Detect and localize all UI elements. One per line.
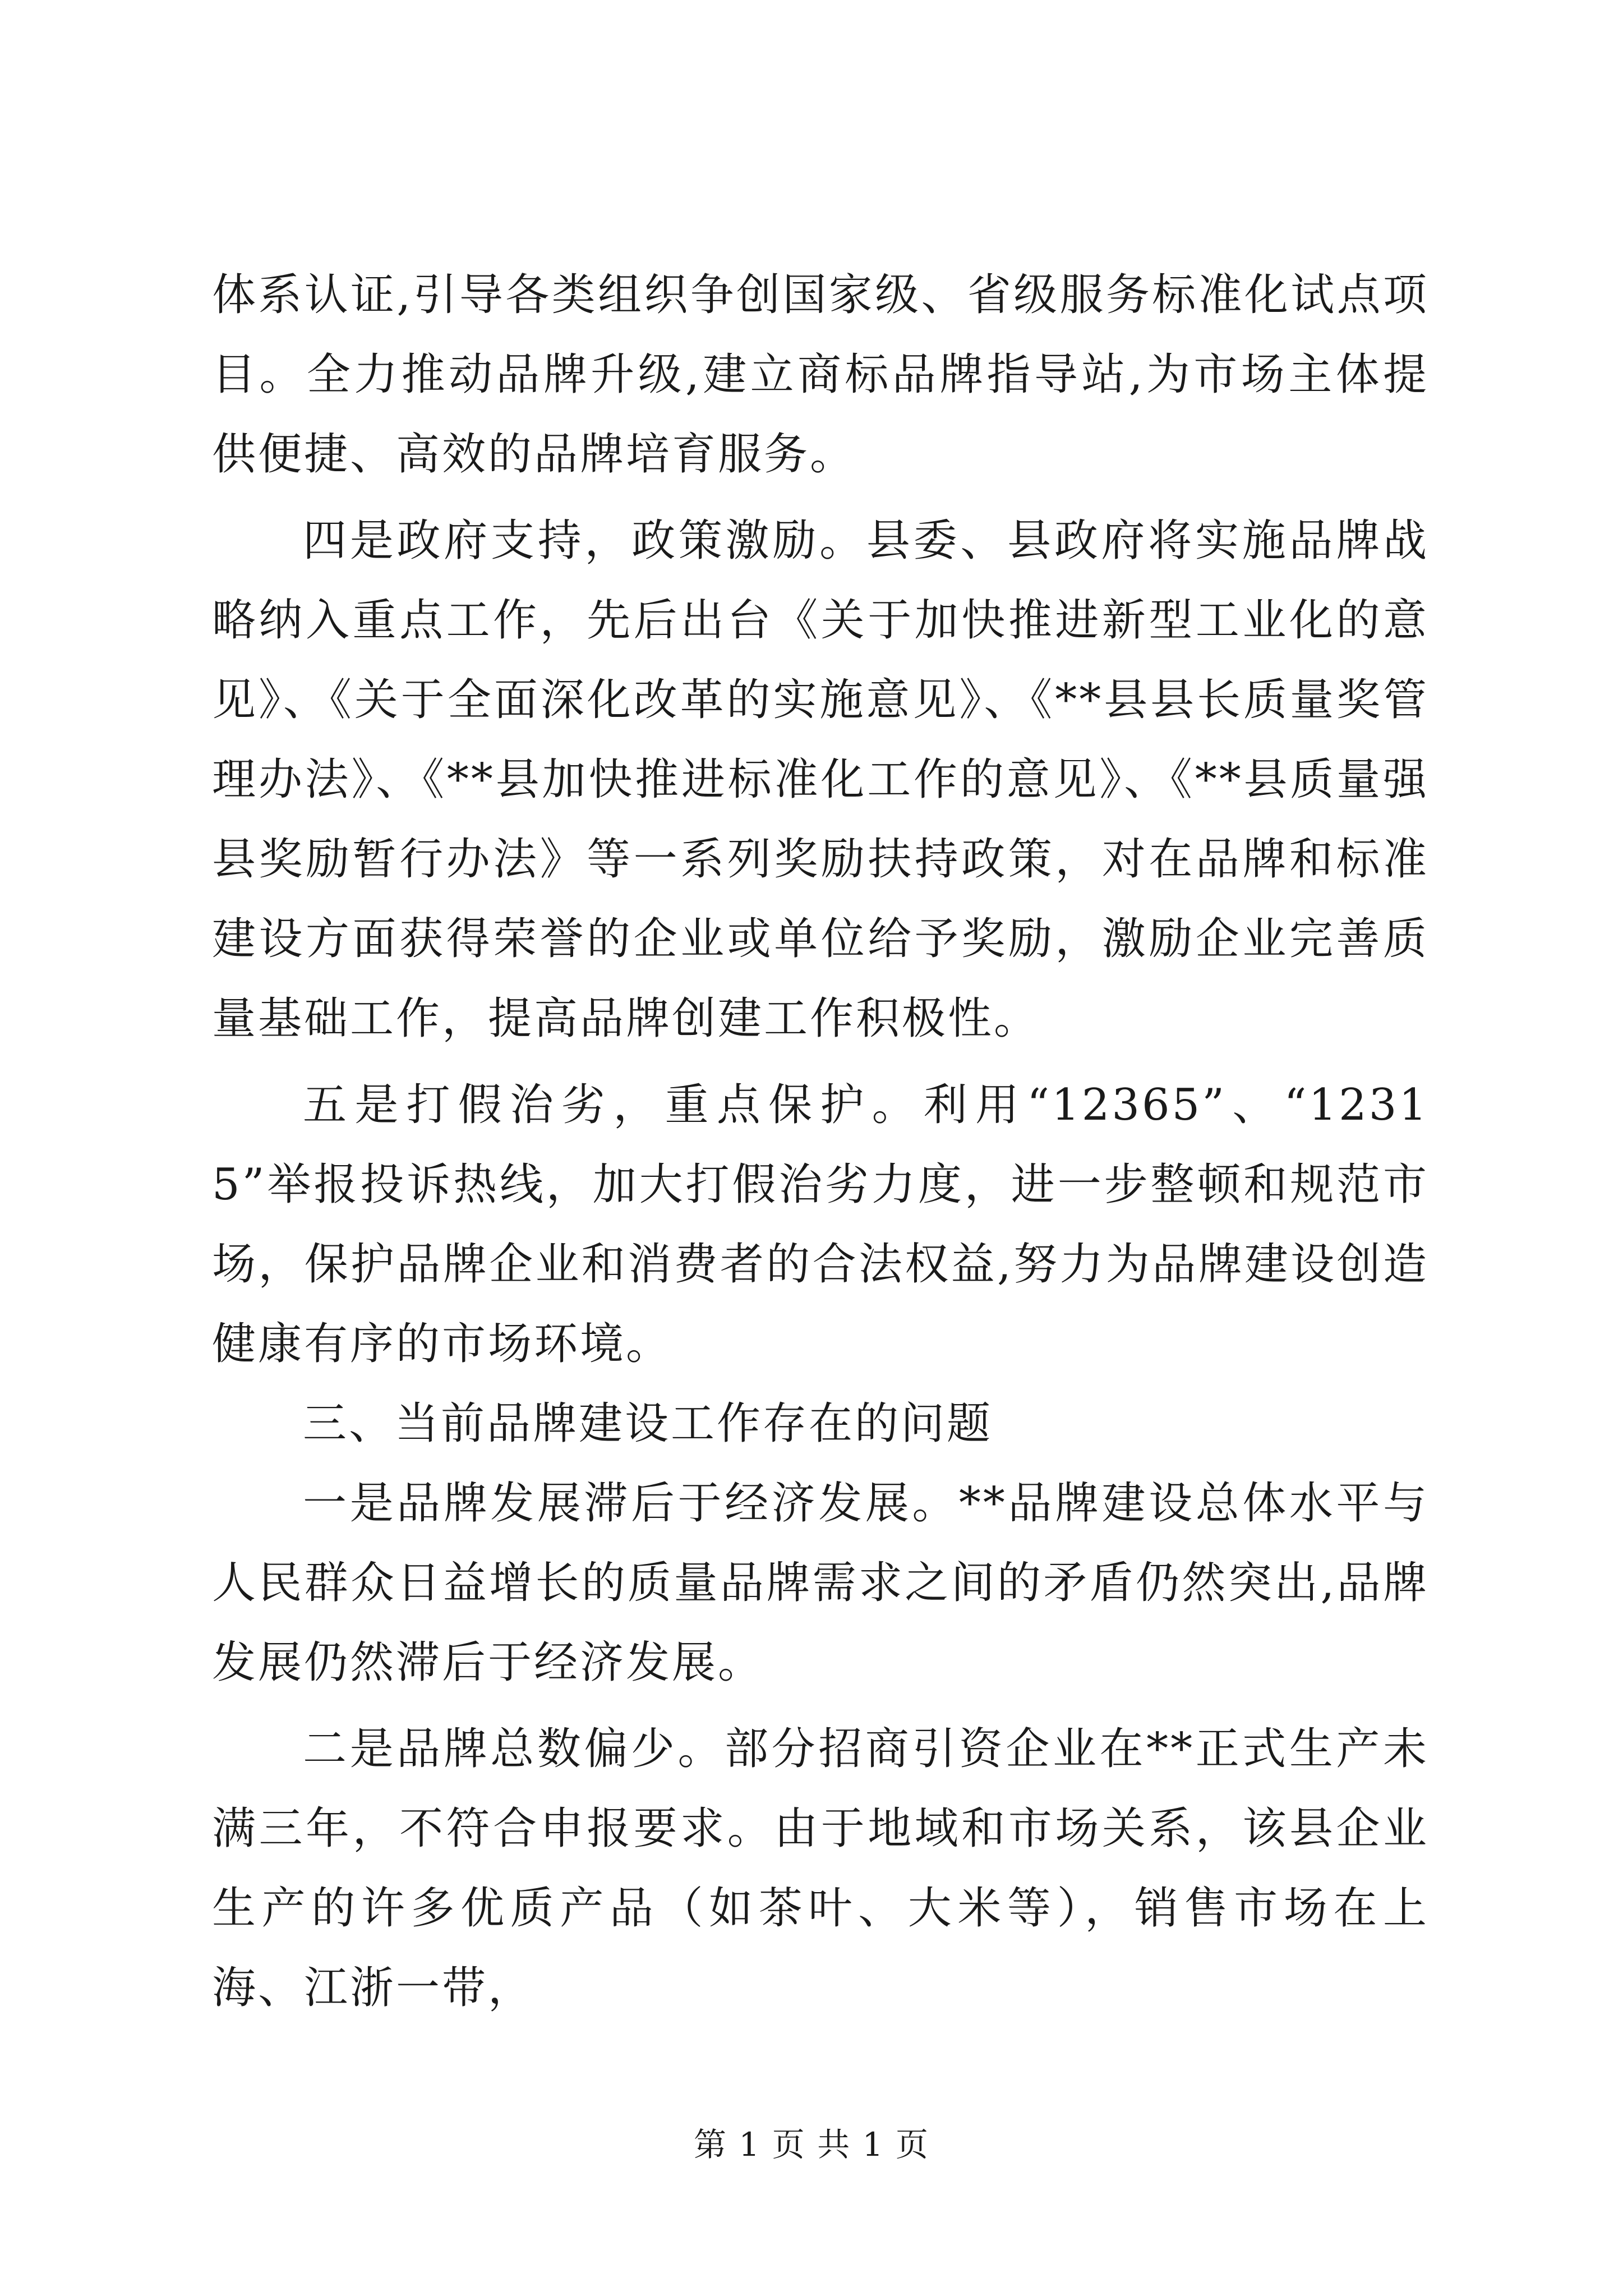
document-body xyxy=(212,255,1429,2028)
section-heading-problems: 三、当前品牌建设工作存在的问题 xyxy=(303,1398,993,1449)
paragraph-government-support: 四是政府支持，政策激励。县委、县政府将实施品牌战略纳入重点工作，先后出台《关于加快推进新型工业化的意见》、《关于全面深化改革的实施意见》、《**县县长质量奖管理办法》、《**县加快推进标准化工作的意见》、《**县质量强县奖励暂行办法》等一系列奖励扶持政策，对在品牌和标准建设方面获得荣誉的企业或单位给予奖励，激励企业完善质量基础工作，提高品牌创建工作积极性。 xyxy=(212,516,1429,1044)
paragraph-anti-counterfeiting: 五是打假治劣，重点保护。利用“12365”、“12315”举报投诉热线，加大打假治劣力度，进一步整顿和规范市场，保护品牌企业和消费者的合法权益,努力为品牌建设创造健康有序的市场环境。 xyxy=(212,1080,1429,1369)
paragraph-brand-lag: 一是品牌发展滞后于经济发展。**品牌建设总体水平与人民群众日益增长的质量品牌需求之间的矛盾仍然突出,品牌发展仍然滞后于经济发展。 xyxy=(212,1478,1429,1688)
paragraph-continuation: 体系认证,引导各类组织争创国家级、省级服务标准化试点项目。全力推动品牌升级,建立商标品牌指导站,为市场主体提供便捷、高效的品牌培育服务。 xyxy=(212,270,1429,480)
page-number-footer: 第 1 页 共 1 页 xyxy=(694,2125,929,2164)
paragraph-brand-count: 二是品牌总数偏少。部分招商引资企业在**正式生产未满三年，不符合申报要求。由于地域和市场关系，该县企业生产的许多优质产品（如茶叶、大米等），销售市场在上海、江浙一带， xyxy=(212,1724,1429,2013)
